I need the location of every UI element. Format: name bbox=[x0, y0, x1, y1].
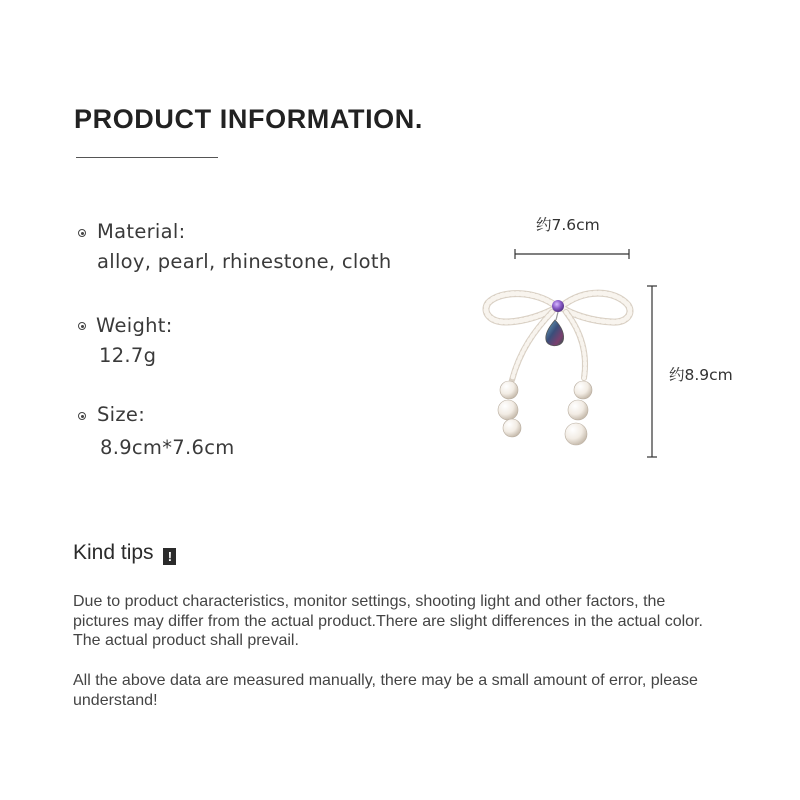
spec-label-weight: Weight: bbox=[96, 314, 173, 337]
circle-bullet-icon bbox=[78, 412, 86, 420]
purple-bead bbox=[552, 300, 564, 312]
width-dimension-label: 约7.6cm bbox=[536, 216, 600, 234]
teardrop-rhinestone bbox=[546, 320, 564, 346]
kind-tips-paragraph: All the above data are measured manually, there may be a small amount of error, please understand! bbox=[73, 672, 698, 709]
spec-value-weight: 12.7g bbox=[99, 344, 157, 367]
spec-label-size: Size: bbox=[97, 403, 146, 426]
kind-tips-heading bbox=[73, 541, 176, 565]
height-dimension-label: 约8.9cm bbox=[669, 366, 733, 384]
spec-value-size: 8.9cm*7.6cm bbox=[100, 436, 235, 459]
width-dimension-line bbox=[515, 249, 629, 259]
height-dimension-line bbox=[647, 286, 657, 457]
page-title: PRODUCT INFORMATION. bbox=[74, 104, 423, 134]
circle-bullet-icon bbox=[78, 229, 86, 237]
kind-tips-title: Kind tips bbox=[73, 541, 154, 564]
exclamation-icon: ! bbox=[163, 548, 176, 565]
kind-tips-paragraph: Due to product characteristics, monitor settings, shooting light and other factors, the pictures may differ from the actual product.There are slight differences in the actual color. The actual product shall prevail. bbox=[73, 593, 703, 649]
spec-label-material: Material: bbox=[97, 220, 186, 243]
circle-bullet-icon bbox=[78, 322, 86, 330]
spec-value-material: alloy, pearl, rhinestone, cloth bbox=[97, 250, 392, 273]
product-image bbox=[470, 240, 670, 465]
title-divider bbox=[76, 157, 218, 158]
dangling-pearls bbox=[498, 381, 592, 445]
